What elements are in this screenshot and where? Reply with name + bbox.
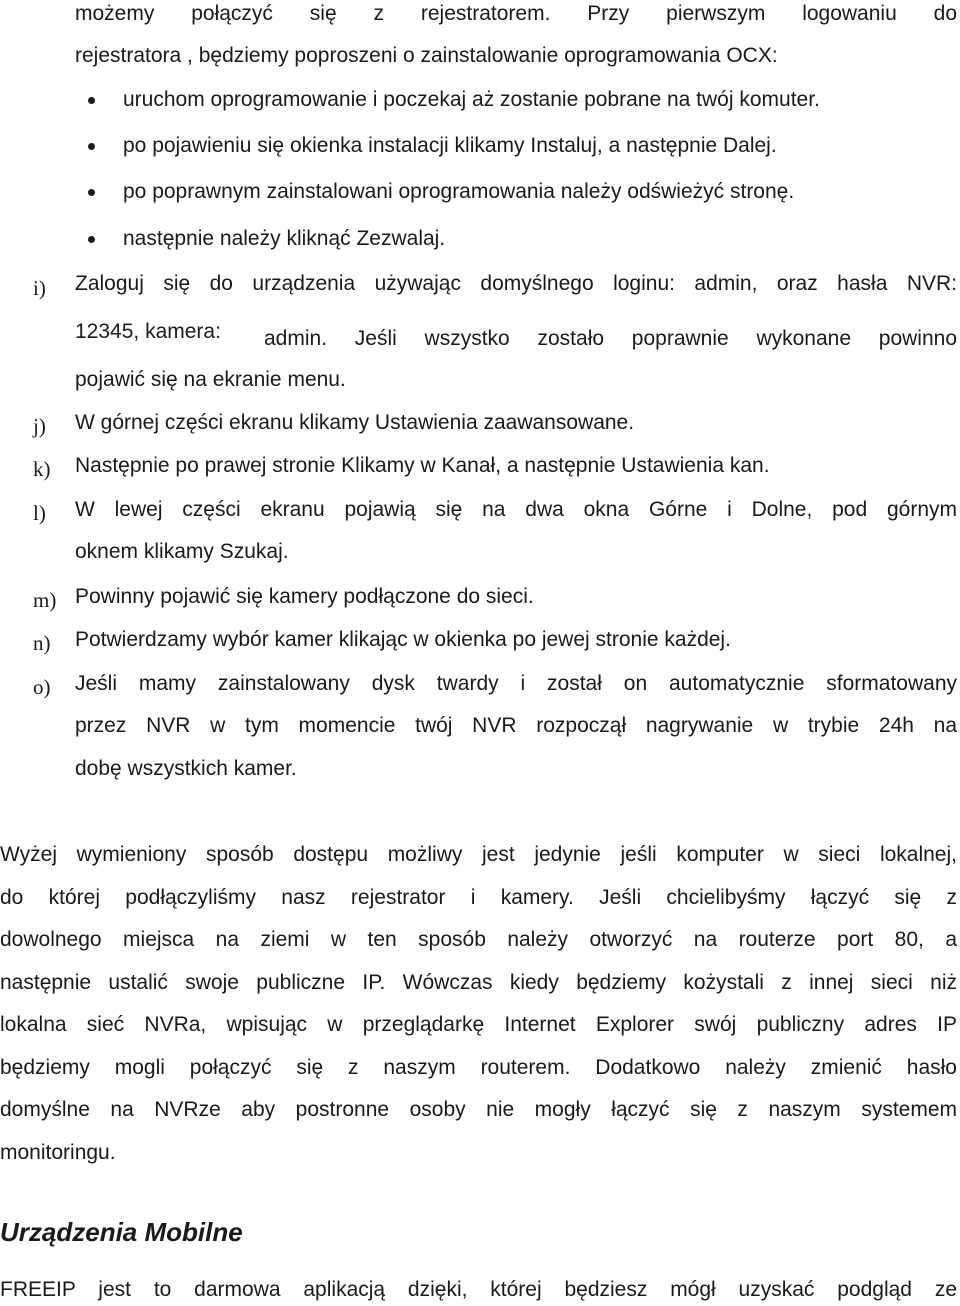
step-marker-l: l): [33, 501, 46, 525]
step-l-line-2: oknem klikamy Szukaj.: [75, 540, 289, 563]
step-o-line-1: Jeśli mamy zainstalowany dysk twardy i został on automatycznie sformatowany: [75, 672, 957, 695]
step-j-line-1: W górnej części ekranu klikamy Ustawienia zaawansowane.: [75, 411, 635, 434]
step-marker-k: k): [33, 457, 51, 481]
paragraph-line: monitoringu.: [0, 1141, 116, 1164]
section-heading: Urządzenia Mobilne: [0, 1217, 243, 1247]
step-i-line-3: pojawić się na ekranie menu.: [75, 368, 346, 391]
step-n-line-1: Potwierdzamy wybór kamer klikając w okienka po jewej stronie każdej.: [75, 628, 731, 651]
paragraph-line: Wyżej wymieniony sposób dostępu możliwy jest jedynie jeśli komputer w sieci lokalnej,: [0, 843, 957, 866]
step-marker-m: m): [33, 588, 57, 612]
step-o-line-3: dobę wszystkich kamer.: [75, 757, 297, 780]
paragraph-line: następnie ustalić swoje publiczne IP. Wówczas kiedy będziemy kożystali z innej sieci niż: [0, 971, 957, 994]
bullet-item: po pojawieniu się okienka instalacji klikamy Instaluj, a następnie Dalej.: [123, 134, 777, 157]
step-marker-j: j): [33, 414, 46, 438]
bullet-icon: [88, 143, 95, 150]
step-l-line-1: W lewej części ekranu pojawią się na dwa okna Górne i Dolne, pod górnym: [75, 498, 957, 521]
step-marker-n: n): [33, 631, 51, 655]
intro-line-1: możemy połączyć się z rejestratorem. Przy pierwszym logowaniu do: [75, 2, 957, 25]
step-marker-i: i): [33, 276, 46, 300]
bullet-item: następnie należy kliknąć Zezwalaj.: [123, 227, 446, 250]
paragraph-line: domyślne na NVRze aby postronne osoby nie mogły łączyć się z naszym systemem: [0, 1098, 957, 1121]
step-m-line-1: Powinny pojawić się kamery podłączone do sieci.: [75, 585, 534, 608]
paragraph-line: będziemy mogli połączyć się z naszym routerem. Dodatkowo należy zmienić hasło: [0, 1056, 957, 1079]
bullet-item: uruchom oprogramowanie i poczekaj aż zostanie pobrane na twój komuter.: [123, 88, 820, 111]
step-i-line-2b: admin. Jeśli wszystko zostało poprawnie wykonane powinno: [264, 327, 957, 350]
step-o-line-2: przez NVR w tym momencie twój NVR rozpoczął nagrywanie w trybie 24h na: [75, 714, 957, 737]
step-i-line-2a: 12345, kamera:: [75, 320, 221, 343]
bullet-icon: [88, 97, 95, 104]
step-k-line-1: Następnie po prawej stronie Klikamy w Kanał, a następnie Ustawienia kan.: [75, 454, 770, 477]
bullet-icon: [88, 236, 95, 243]
intro-line-2: rejestratora , będziemy poproszeni o zainstalowanie oprogramowania OCX:: [75, 44, 778, 67]
paragraph-line: do której podłączyliśmy nasz rejestrator i kamery. Jeśli chcielibyśmy łączyć się z: [0, 886, 957, 909]
bullet-item: po poprawnym zainstalowani oprogramowania należy odświeżyć stronę.: [123, 180, 795, 203]
bullet-icon: [88, 189, 95, 196]
step-marker-o: o): [33, 675, 51, 699]
section-line-1: FREEIP jest to darmowa aplikacją dzięki, której będziesz mógł uzyskać podgląd ze: [0, 1278, 957, 1301]
paragraph-line: lokalna sieć NVRa, wpisując w przeglądarkę Internet Explorer swój publiczny adres IP: [0, 1013, 957, 1036]
step-i-line-1: Zaloguj się do urządzenia używając domyślnego loginu: admin, oraz hasła NVR:: [75, 272, 957, 295]
paragraph-line: dowolnego miejsca na ziemi w ten sposób należy otworzyć na routerze port 80, a: [0, 928, 957, 951]
